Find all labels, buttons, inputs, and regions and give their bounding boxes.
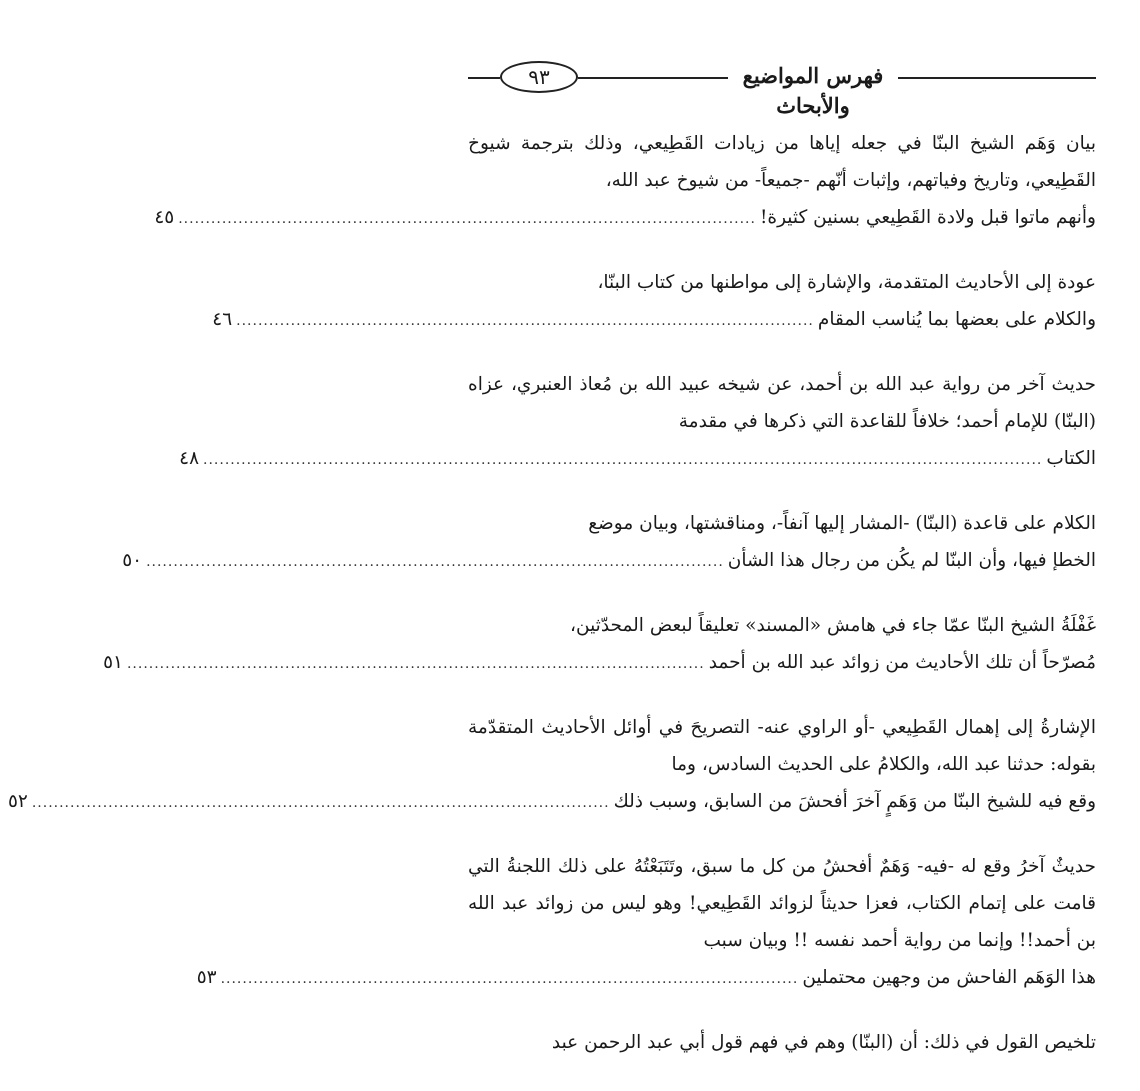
entry-last-text: وأنهم ماتوا قبل ولادة القَطِيعي بسنين كثيرة! [759,207,1096,228]
dot-leader: .......................................................................................................... [178,211,756,227]
index-entry [179,366,1096,479]
entry-last-line [122,542,1096,581]
entry-page-number: ٤٨ [179,448,200,469]
index-entry [468,1024,1096,1061]
entry-last-text: والكلام على بعضها بما يُناسب المقام [817,309,1096,330]
entry-text: حديث آخر من رواية عبد الله بن أحمد، عن شيخه عبيد الله بن مُعاذ العنبري، عزاه (البنّا) للإمام أحمد؛ خلافاً للقاعدة التي ذكرها في مقدمة [468,374,1096,432]
index-entry [212,264,1096,340]
index-entries [7,125,1096,1087]
header-rule-right [898,77,1096,79]
page-number-oval: ٩٣ [500,61,578,93]
index-entry [7,709,1096,822]
entry-page-number: ٥١ [103,652,123,673]
entry-text: غَفْلَةُ الشيخ البنّا عمّا جاء في هامش «المسند» تعليقاً لبعض المحدّثين، [570,615,1096,636]
entry-page-number: ٤٥ [154,207,175,228]
entry-last-text: الكتاب [1046,448,1096,469]
entry-text: بيان وَهَم الشيخ البنّا في جعله إياها من زيادات القَطِيعي، وذلك بترجمة شيوخ القَطِيعي، وتاريخ وفياتهم، وإثبات أنّهم -جميعاً- من شيوخ عبد الله، [468,133,1096,191]
dot-leader: .......................................................................................................... [146,554,724,570]
dot-leader: .......................................................................................................... [236,313,814,329]
index-entry [122,505,1096,581]
entry-last-line [7,783,1096,822]
entry-text: تلخيص القول في ذلك: أن (البنّا) وهم في فهم قول أبي عبد الرحمن عبد [551,1032,1096,1053]
entry-last-text: مُصرّحاً أن تلك الأحاديث من زوائد عبد الله بن أحمد [708,652,1096,673]
entry-last-line [103,644,1096,683]
entry-text: الإشارةُ إلى إهمال القَطِيعي -أو الراوي عنه- التصريحَ في أوائل الأحاديث المتقدّمة بقوله: حدثنا عبد الله، والكلامُ على الحديث السادس، وما [468,717,1096,775]
index-entry [196,848,1096,998]
entry-last-text: وقع فيه للشيخ البنّا من وَهَمٍ آخرَ أفحشَ من السابق، وسبب ذلك [613,791,1096,812]
entry-text: حديثٌ آخرُ وقع له -فيه- وَهَمٌ أفحشُ من كل ما سبق، وتَتَبَعْتُهُ على ذلك اللجنةُ التي قامت على إتمام الكتاب، فعزا حديثاً لزوائد القَطِيعي! وهو ليس من زوائد عبد الله بن أحمد!! وإنما من رواية أحمد نفسه !! وبيان سبب [468,856,1096,951]
index-entry [154,125,1096,238]
entry-last-text: هذا الوَهَم الفاحش من وجهين محتملين [802,967,1096,988]
entry-page-number: ٥٢ [7,791,28,812]
entry-last-text: الخطإ فيها، وأن البنّا لم يكُن من رجال هذا الشأن [727,550,1096,571]
dot-leader: .......................................................................................................... [126,656,705,672]
entry-last-line [196,959,1096,998]
header-rule-middle [578,77,728,79]
entry-last-line [212,301,1096,340]
dot-leader: .......................................................................................................................................................... [203,452,1043,468]
entry-page-number: ٥٣ [196,967,217,988]
page-header [468,55,1096,118]
dot-leader: .......................................................................................................... [31,795,610,811]
entry-page-number: ٤٦ [212,309,233,330]
running-title: فهرس المواضيع والأبحاث [742,63,884,118]
entry-last-line [154,199,1096,238]
header-rule-left [468,77,500,79]
entry-text: عودة إلى الأحاديث المتقدمة، والإشارة إلى مواطنها من كتاب البنّا، [597,272,1096,293]
dot-leader: .......................................................................................................... [220,971,799,987]
entry-text: الكلام على قاعدة (البنّا) -المشار إليها آنفاً-، ومناقشتها، وبيان موضع [588,513,1096,534]
book-page [7,55,1096,1075]
index-entry [103,607,1096,683]
entry-last-line [179,440,1096,479]
entry-page-number: ٥٠ [122,550,143,571]
